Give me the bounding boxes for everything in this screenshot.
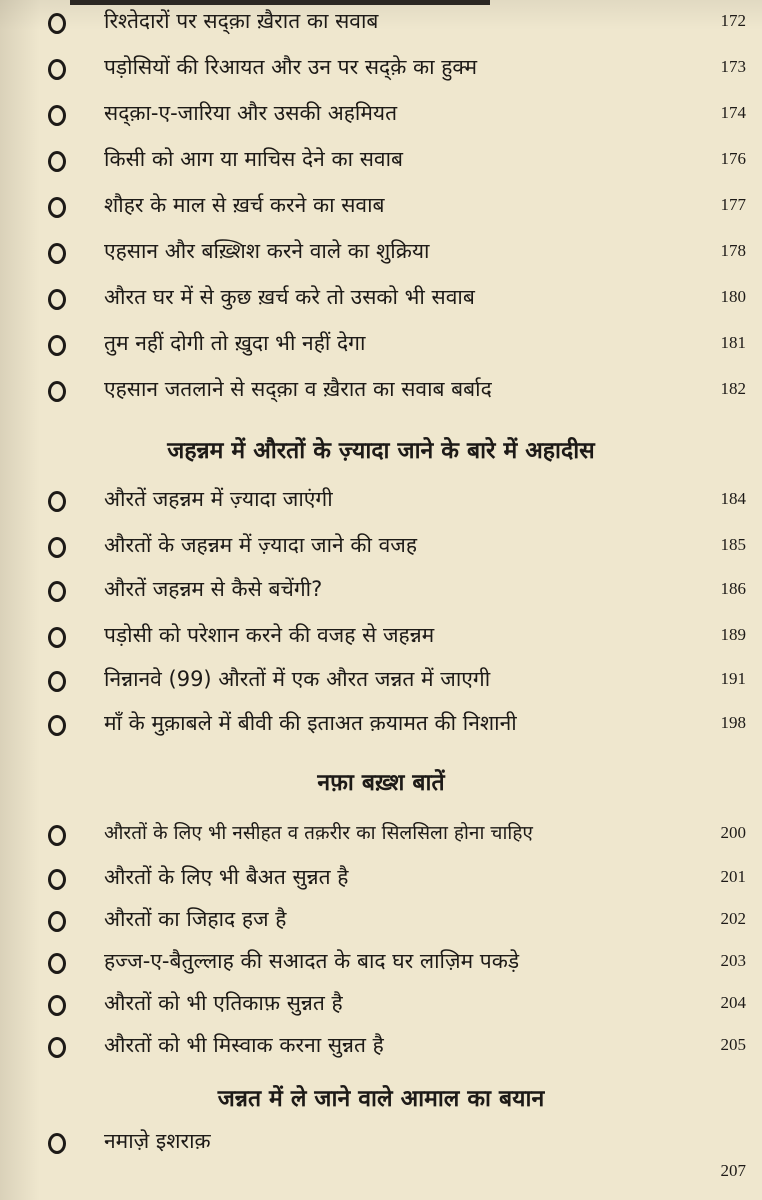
section-heading: जन्नत में ले जाने वाले आमाल का बयान [217, 1086, 545, 1112]
circle-bullet-icon [48, 537, 66, 558]
circle-bullet-icon [48, 995, 66, 1016]
toc-entry [0, 188, 762, 222]
entry-page-number: 173 [720, 57, 746, 76]
toc-entry [0, 1124, 762, 1180]
entry-page-number: 181 [720, 333, 746, 352]
circle-bullet-icon [48, 289, 66, 310]
entry-title: निन्नानवे (99) औरतों में एक औरत जन्नत में जाएगी [104, 667, 491, 691]
entry-title: औरतें जहन्नम से कैसे बचेंगी? [104, 577, 323, 601]
entry-title: औरतें जहन्नम में ज़्यादा जाएंगी [104, 487, 333, 511]
entry-page-number: 207 [720, 1161, 746, 1180]
section-heading: नफ़ा बख़्श बातें [317, 770, 445, 796]
toc-entry [0, 326, 762, 360]
entry-title: औरतों को भी एतिकाफ़ सुन्नत है [104, 991, 343, 1015]
entry-page-number: 191 [720, 669, 746, 688]
entry-page-number: 180 [720, 287, 746, 306]
toc-entry [0, 706, 762, 740]
circle-bullet-icon [48, 105, 66, 126]
circle-bullet-icon [48, 381, 66, 402]
entry-title: औरतों का जिहाद हज है [104, 907, 287, 931]
entry-title: रिश्तेदारों पर सद्क़ा ख़ैरात का सवाब [104, 9, 379, 33]
entry-page-number: 182 [720, 379, 746, 398]
toc-entry [0, 662, 762, 696]
toc-entry [0, 618, 762, 652]
toc-entry [0, 96, 762, 130]
toc-entry [0, 234, 762, 268]
toc-entry [0, 816, 762, 850]
entry-title: औरतों को भी मिस्वाक करना सुन्नत है [104, 1033, 384, 1057]
entry-title: तुम नहीं दोगी तो ख़ुदा भी नहीं देगा [104, 331, 366, 355]
circle-bullet-icon [48, 825, 66, 846]
entry-page-number: 184 [720, 489, 746, 508]
entry-title: औरत घर में से कुछ ख़र्च करे तो उसको भी सवाब [104, 285, 475, 309]
toc-entry [0, 986, 762, 1020]
toc-entry [0, 1028, 762, 1062]
toc-entry [0, 4, 762, 38]
circle-bullet-icon [48, 627, 66, 648]
entry-title: नमाज़े इशराक़ [104, 1129, 211, 1153]
circle-bullet-icon [48, 197, 66, 218]
entry-title: एहसान जतलाने से सद्क़ा व ख़ैरात का सवाब बर्बाद [104, 377, 492, 401]
circle-bullet-icon [48, 13, 66, 34]
circle-bullet-icon [48, 911, 66, 932]
toc-entry [0, 572, 762, 606]
entry-page-number: 178 [720, 241, 746, 260]
circle-bullet-icon [48, 581, 66, 602]
entry-title: किसी को आग या माचिस देने का सवाब [104, 147, 404, 171]
section-heading: जहन्नम में औरतों के ज़्यादा जाने के बारे में अहादीस [167, 438, 595, 464]
entry-page-number: 186 [720, 579, 746, 598]
entry-page-number: 189 [720, 625, 746, 644]
entry-title: औरतों के जहन्नम में ज़्यादा जाने की वजह [104, 533, 418, 557]
circle-bullet-icon [48, 671, 66, 692]
circle-bullet-icon [48, 243, 66, 264]
toc-entry [0, 142, 762, 176]
circle-bullet-icon [48, 491, 66, 512]
entry-title: एहसान और बख़्शिश करने वाले का शुक्रिया [104, 239, 430, 263]
toc-entry [0, 944, 762, 978]
entry-page-number: 198 [720, 713, 746, 732]
circle-bullet-icon [48, 59, 66, 80]
toc-entry [0, 50, 762, 84]
entry-title: औरतों के लिए भी नसीहत व तक़रीर का सिलसिला होना चाहिए [104, 822, 533, 844]
circle-bullet-icon [48, 335, 66, 356]
circle-bullet-icon [48, 715, 66, 736]
entry-page-number: 201 [720, 867, 746, 886]
circle-bullet-icon [48, 869, 66, 890]
entry-page-number: 172 [720, 11, 746, 30]
toc-entry [0, 482, 762, 516]
entry-title: शौहर के माल से ख़र्च करने का सवाब [104, 193, 385, 217]
entry-page-number: 205 [720, 1035, 746, 1054]
circle-bullet-icon [48, 1133, 66, 1154]
entry-title: माँ के मुक़ाबले में बीवी की इताअत क़यामत की निशानी [104, 711, 517, 735]
entry-title: पड़ोसी को परेशान करने की वजह से जहन्नम [104, 623, 435, 647]
entry-title: सद्क़ा-ए-जारिया और उसकी अहमियत [104, 101, 398, 125]
entry-page-number: 203 [720, 951, 746, 970]
entry-title: हज्ज-ए-बैतुल्लाह की सआदत के बाद घर लाज़िम पकड़े [104, 949, 520, 973]
circle-bullet-icon [48, 953, 66, 974]
toc-entry [0, 372, 762, 406]
entry-page-number: 176 [720, 149, 746, 168]
entry-page-number: 185 [720, 535, 746, 554]
entry-page-number: 202 [720, 909, 746, 928]
entry-page-number: 204 [720, 993, 746, 1012]
entry-title: पड़ोसियों की रिआयत और उन पर सद्क़े का हुक्म [104, 55, 478, 79]
toc-entry [0, 280, 762, 314]
entry-page-number: 200 [720, 823, 746, 842]
circle-bullet-icon [48, 1037, 66, 1058]
toc-entry [0, 528, 762, 562]
toc-entry [0, 860, 762, 894]
circle-bullet-icon [48, 151, 66, 172]
entry-page-number: 177 [720, 195, 746, 214]
entry-page-number: 174 [720, 103, 746, 122]
entry-title: औरतों के लिए भी बैअत सुन्नत है [104, 865, 349, 889]
toc-entry [0, 902, 762, 936]
